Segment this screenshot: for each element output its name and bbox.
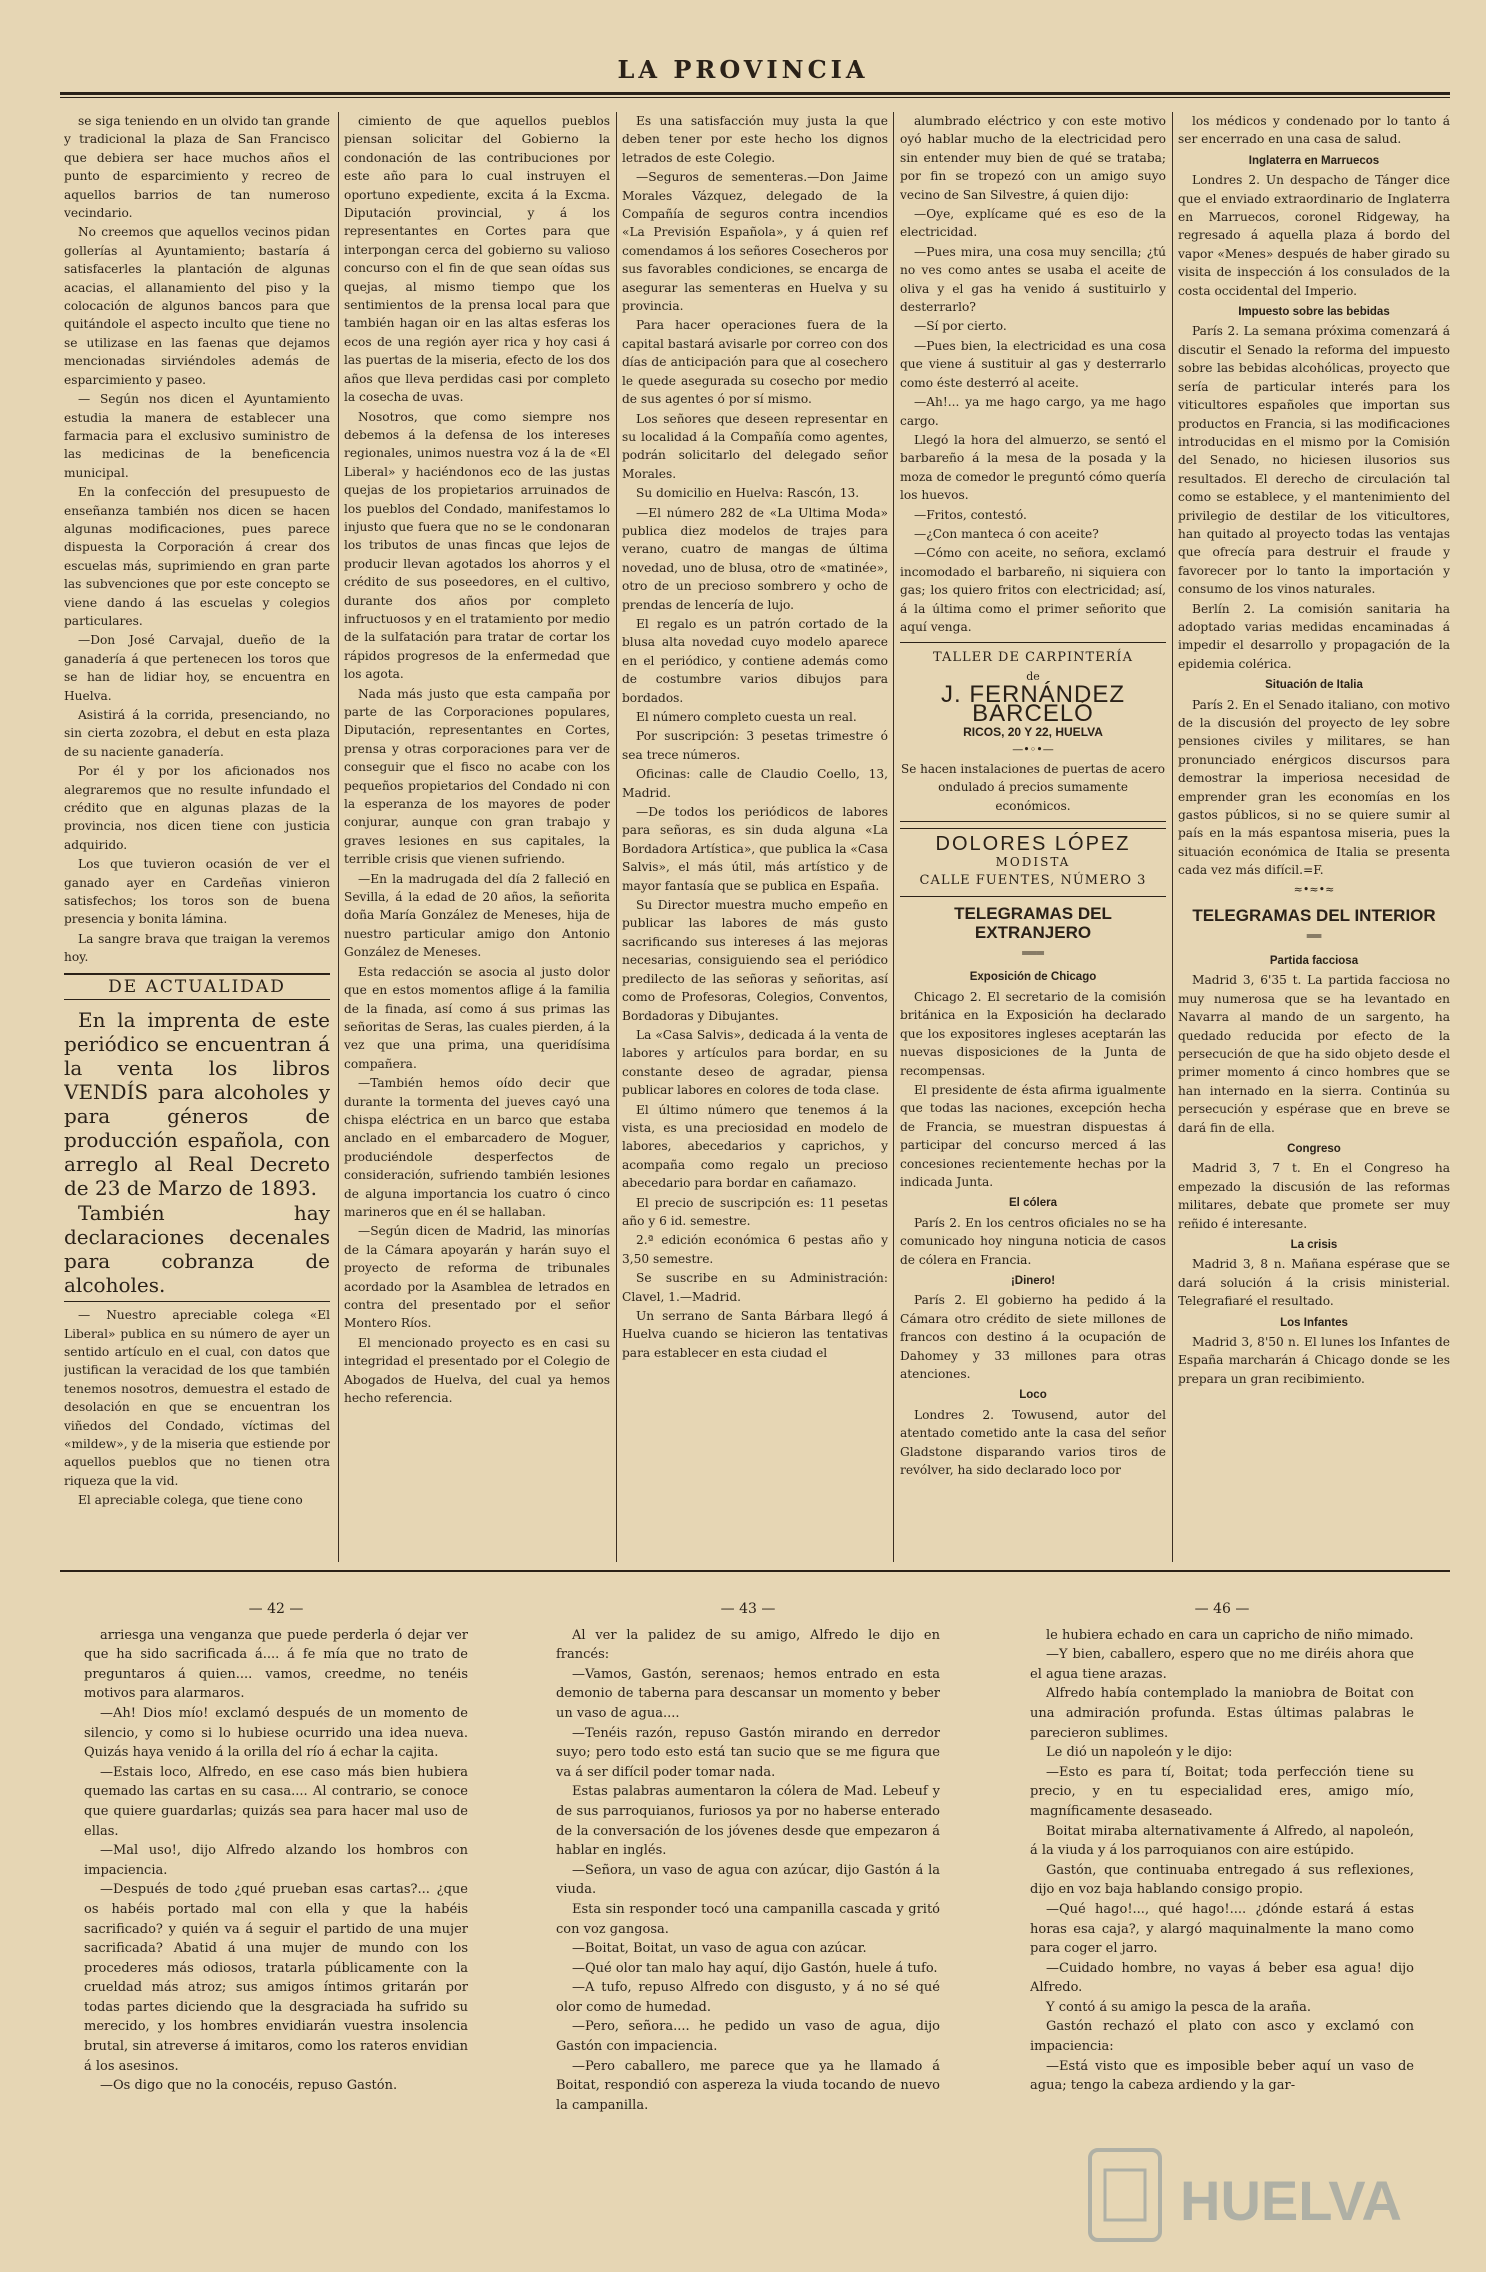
col5-h5: Congreso	[1287, 1142, 1341, 1155]
tele-ext-h3: ¡Dinero!	[1010, 1274, 1056, 1287]
folletin-2-paragraph: —Señora, un vaso de agua con azúcar, dijo Gastón á la viuda.	[556, 1862, 940, 1898]
folletin-3-paragraph: —Esto es para tí, Boitat; toda perfección tiene su precio, y en tu especialidad eres, amigo mío, magníficamente desaseado.	[1030, 1764, 1414, 1819]
col3-paragraph: Su Director muestra mucho empeño en publicar las labores de más gusto sacrificando sus intereses á las mejoras necesarias, consiguiendo sea el periódico predilecto de las señoras y señoritas, así como de Profesoras, Colegios, Conventos, Bordadoras y Dibujantes.	[622, 898, 888, 1023]
col2-paragraph: Nosotros, que como siempre nos debemos á la defensa de los intereses regionales, unimos nuestra voz á la de «El Liberal» y haciéndonos eco de las justas quejas de los propietarios arruinados de los pueblos del Condado, manifestamos lo injusto que fuera que no se le condonaran los tributos de unas fincas que lejos de producir llevan agotados los ahorros y el crédito de sus poseedores, en el cultivo, durante dos años por completo infructuosos y en el tratamiento por medio de la sulfatación para tratar de cortar los rápidos progresos de la enfermedad que los agota.	[344, 409, 610, 682]
column-2	[344, 112, 610, 1572]
col5-p3: Berlín 2. La comisión sanitaria ha adoptado varias medidas encaminadas á impedir el desarrollo y propagación de la epidemia colérica.	[1178, 601, 1450, 671]
tele-ext-h4: Loco	[1019, 1389, 1047, 1402]
ad2-line3: CALLE FUENTES, NÚMERO 3	[919, 872, 1147, 888]
col1-paragraph: En la confección del presupuesto de enseñanza también nos dicen se hacen algunas modificaciones, pues parece dispuesta la Corporación á crear dos escuelas más, suprimiendo en gran parte las subvenciones que por este concepto se viene dando á las escuelas y colegios particulares.	[64, 485, 330, 628]
ad2-line2: MODISTA	[995, 855, 1071, 870]
col3-paragraph: Un serrano de Santa Bárbara llegó á Huelva cuando se hicieron las tentativas para establecer en esta ciudad el	[622, 1309, 888, 1360]
col5-p5: Madrid 3, 6'35 t. La partida facciosa no muy numerosa que se ha levantado en Navarra al mando de un sargento, ha quedado reducida por efecto de la persecución de que ha sido objeto desde el primer momento á cinco hombres que se han internado en la sierra. Continúa su persecución y espérase que en breve se dará fin de ella.	[1178, 973, 1450, 1135]
tele-int-title: TELEGRAMAS DEL INTERIOR	[1192, 906, 1436, 926]
column-1	[64, 112, 330, 1572]
folletin-3-paragraph: —Y bien, caballero, espero que no me diréis ahora que el agua tiene arazas.	[1030, 1647, 1414, 1682]
col5-p8: Madrid 3, 8'50 n. El lunes los Infantes de España marcharán á Chicago donde se les prepara un gran recibimiento.	[1178, 1335, 1450, 1386]
actualidad-paragraph: También hay declaraciones decenales para cobranza de alcoholes.	[64, 1201, 330, 1298]
col1-paragraph: —Don José Carvajal, dueño de la ganadería á que pertenecen los toros que se han de lidiar hoy, se encuentra en Huelva.	[64, 633, 330, 703]
tele-ext-h1: Exposición de Chicago	[969, 971, 1097, 984]
huelva-watermark-logo	[1080, 2140, 1440, 2250]
actualidad-title: DE ACTUALIDAD	[64, 973, 330, 1000]
folletin-2-paragraph: Estas palabras aumentaron la cólera de Mad. Lebeuf y de sus parroquianos, furiosos ya por no haberse enterado de la conversación de los jóvenes desde que empezaron á hablar en inglés.	[556, 1784, 940, 1859]
col4-paragraph: —Sí por cierto.	[914, 319, 1007, 334]
col5-h6: La crisis	[1290, 1238, 1338, 1251]
col4-paragraph: —Ah!... ya me hago cargo, ya me hago cargo.	[900, 395, 1166, 428]
col4-paragraph: —Pues bien, la electricidad es una cosa que viene á sustituir al gas y desterrarlo como éste desterró al aceite.	[900, 338, 1166, 390]
masthead-rule-thin	[60, 97, 1450, 98]
col2-paragraph: cimiento de que aquellos pueblos piensan solicitar del Gobierno la condonación de las contribuciones por este año para lo cual instruyen el oportuno expediente, excita á la Excma. Diputación provincial, y á los representantes en Cortes para que interpongan cerca del gobierno su valioso concurso con el fin de que sean oídas sus quejas, al mismo tiempo que los sentimientos de la prensa local para que también hagan oir en las altas esferas los ecos de una región ayer rica y hoy casi á las puertas de la miseria, efecto de los dos años que lleva perdidas casi por completo la cosecha de uvas.	[344, 114, 610, 405]
col5-p1: Londres 2. Un despacho de Tánger dice que el enviado extraordinario de Inglaterra en Marruecos, coronel Ridgeway, ha regresado á aquella plaza á bordo del vapor «Menes» después de haber girado su visita de inspección á los consulados de la costa occidental del Imperio.	[1178, 173, 1450, 298]
folletin-3-paragraph: —Qué hago!..., qué hago!.... ¿dónde estará á estas horas esa caja?, y alargó maquinalmente la mano como para coger el jarro.	[1030, 1901, 1414, 1957]
col1-paragraph: Por él y por los aficionados nos alegraremos que no resulte infundado el crédito que en algunas plazas de la provincia, nos dicen tiene con justicia adquirido.	[64, 764, 330, 852]
folletin-1-paragraph: —Estais loco, Alfredo, en ese caso más bien hubiera quemado las cartas en su casa.... Al contrario, se conoce que quiere guardarlas; quizás sea para hacer mal uso de ellas.	[84, 1764, 468, 1839]
column-3	[622, 112, 888, 1572]
folletin-page-number-3: — 46 —	[1194, 1601, 1250, 1617]
folletin-3-paragraph: Gastón, que continuaba entregado á sus reflexiones, dijo en voz baja hablando consigo propio.	[1030, 1862, 1414, 1898]
masthead: LA PROVINCIA	[617, 55, 869, 84]
column-4	[900, 112, 1166, 1572]
col4-paragraph: —Oye, explícame qué es eso de la electricidad.	[900, 207, 1166, 240]
col1-paragraph: — Según nos dicen el Ayuntamiento estudia la manera de establecer una farmacia para el exclusivo suministro de las medicinas de la beneficencia municipal.	[64, 392, 330, 480]
col1b-paragraph: — Nuestro apreciable colega «El Liberal» publica en su número de ayer un sentido artículo en el cual, con datos que justifican la veracidad de los que también tenemos nosotros, demuestra el estado de desolación en que se encuentran los viñedos del Condado, víctimas del «mildew», y de la miseria que estiende por aquellos pueblos que no tienen otra riqueza que la vid.	[64, 1308, 330, 1488]
col5-p2: París 2. La semana próxima comenzará á discutir el Senado la reforma del impuesto sobre las bebidas alcohólicas, proyecto que sería de particular interés para los viticultores españoles que importan sus productos en Francia, si las modificaciones introducidas en el mismo por la Comisión del Senado, no hiciesen ilusorios sus resultados. El derecho de circulación tal como se establece, y el mantenimiento del privilegio de destilar de los viticultores, han quitado al proyecto todas las ventajas que ofrecía para destruir el fraude y favorecer por lo tanto la importación y consumo de los vinos naturales.	[1178, 324, 1450, 597]
folletin-2-paragraph: —Tenéis razón, repuso Gastón mirando en derredor suyo; pero todo esto está tan sucio que se me figura que va á ser difícil poder tomar nada.	[556, 1725, 940, 1780]
ad-modista	[900, 828, 1166, 897]
actualidad-box	[64, 1008, 330, 1297]
tele-ext-ornament: ═══	[1022, 946, 1044, 961]
folletin-3-paragraph: Alfredo había contemplado la maniobra de Boitat con una admiración profunda. Estas últimas palabras le parecieron sublimes.	[1030, 1686, 1414, 1741]
ad1-line2: de	[1026, 669, 1040, 683]
folletin-3-paragraph: Boitat miraba alternativamente á Alfredo, al napoleón, á la viuda y á los parroquianos con aire estúpido.	[1030, 1823, 1414, 1859]
col5-h3: Situación de Italia	[1265, 679, 1363, 692]
folletin-1-paragraph: —Mal uso!, dijo Alfredo alzando los hombros con impaciencia.	[84, 1843, 468, 1878]
col3-paragraph: Oficinas: calle de Claudio Coello, 13, Madrid.	[622, 767, 888, 800]
tele-ext-title: TELEGRAMAS DEL EXTRANJERO	[954, 904, 1112, 942]
folletin-1-paragraph: —Después de todo ¿qué prueban esas cartas?... ¿que os habéis portado mal con ella y que la habéis sacrificado? y quién va á seguir el partido de una mujer sacrificada? Abatid á una mujer de mundo con los procederes más odiosos, tratarla públicamente con la crueldad más atroz; sus amigos íntimos gritarán por todas partes diciendo que la desgraciada ha sufrido su merecido, y los hombres envidiarán vuestra insolencia brutal, sin atreverse á imitaros, como los rateros envidian á los asesinos.	[84, 1882, 468, 2074]
tele-ext-p2: El presidente de ésta afirma igualmente que todas las naciones, excepción hecha de Francia, se muestran dispuestas á participar del concurso merced á las concesiones recientemente hechas por la indicada Junta.	[900, 1082, 1166, 1189]
col3-paragraph: Los señores que deseen representar en su localidad á la Compañía como agentes, podrán solicitarlo del delegado señor Morales.	[622, 411, 888, 481]
folletin-page-42	[84, 1600, 468, 2250]
ad1-line1: TALLER DE CARPINTERÍA	[933, 650, 1133, 666]
folletin-divider	[60, 1570, 1450, 1572]
col3-paragraph: Su domicilio en Huelva: Rascón, 13.	[636, 486, 860, 501]
col4-paragraph: Llegó la hora del almuerzo, se sentó el barbareño á la mesa de la posada y la moza de comedor le preguntó cómo quería los huevos.	[900, 432, 1166, 503]
actualidad-paragraph: En la imprenta de este periódico se encuentran á la venta los libros VENDÍS para alcoholes y para géneros de producción española, con arreglo al Real Decreto de 23 de Marzo de 1893.	[64, 1008, 330, 1201]
ad1-line4: RICOS, 20 Y 22, HUELVA	[963, 725, 1103, 739]
folletin-2-paragraph: —Qué olor tan malo hay aquí, dijo Gastón, huele á tufo.	[572, 1960, 938, 1976]
col3-paragraph: Por suscripción: 3 pesetas trimestre ó sea trece números.	[622, 729, 888, 762]
ad1-line5: Se hacen instalaciones de puertas de acero ondulado á precios sumamente económicos.	[901, 761, 1165, 813]
folletin-3-paragraph: le hubiera echado en cara un capricho de niño mimado.	[1046, 1627, 1414, 1643]
col5-p0: los médicos y condenado por lo tanto á ser encerrado en una casa de salud.	[1178, 114, 1450, 147]
folletin-1-paragraph: arriesga una venganza que puede perderla ó dejar ver que ha sido sacrificada á.... á fe mía que no trato de preguntaros á quien.... vamos, creedme, no tenéis motivos para alarmaros.	[84, 1627, 468, 1702]
folletin-page-number-2: — 43 —	[720, 1601, 776, 1617]
col5-ornament: ≈•≈•≈	[1293, 882, 1335, 896]
news-columns	[64, 112, 1452, 1572]
col3-paragraph: —Seguros de sementeras.—Don Jaime Morales Vázquez, delegado de la Compañía de seguros contra incendios «La Previsión Española», y á quien ref comendamos á los señores Cosecheros por sus favorables condiciones, se encarga de asegurar las sementeras en Huelva y su provincia.	[622, 170, 888, 314]
col3-paragraph: Se suscribe en su Administración: Clavel, 1.—Madrid.	[622, 1271, 888, 1304]
col1-paragraph: Asistirá á la corrida, presenciando, no sin cierta zozobra, el debut en esta plaza de su naciente ganadería.	[64, 708, 330, 759]
tele-int-ornament: ══	[1306, 929, 1322, 944]
ad1-line3: J. FERNÁNDEZ BARCELÓ	[940, 681, 1125, 727]
tele-ext-p4: París 2. El gobierno ha pedido á la Cámara otro crédito de siete millones de francos con destino á la ocupación de Dahomey y 33 millones para otras atenciones.	[900, 1293, 1166, 1381]
col3-paragraph: —El número 282 de «La Ultima Moda» publica diez modelos de trajes para verano, cuatro de mangas de última novedad, uno de blusa, otro de «matinée», otro de un precioso sombrero y ocho de prendas de lencería de lujo.	[622, 505, 888, 612]
folletin-2-paragraph: Al ver la palidez de su amigo, Alfredo le dijo en francés:	[556, 1627, 940, 1663]
logo-text: HUELVA	[1180, 2169, 1402, 2232]
folletin-1-paragraph: —Os digo que no la conocéis, repuso Gastón.	[100, 2078, 398, 2094]
col1-paragraph: No creemos que aquellos vecinos pidan gollerías al Ayuntamiento; bastaría á satisfacerles la plantación de algunas acacias, el allanamiento del piso y la colocación de algunos bancos para que quitándole el aspecto inculto que tiene no se utilizase en las faenas que dejamos mencionadas sirviéndoles además de esparcimiento y paseo.	[64, 225, 330, 387]
ad-carpinteria	[900, 642, 1166, 822]
folletin-2-paragraph: —Pero caballero, me parece que ya he llamado á Boitat, respondió con aspereza la viuda tocando de nuevo la campanilla.	[556, 2058, 940, 2113]
tele-ext-p1: Chicago 2. El secretario de la comisión británica en la Exposición ha declarado que los expositores ingleses aceptarán las nuevas disposiciones de la Junta de recompensas.	[900, 989, 1166, 1078]
col3-paragraph: —De todos los periódicos de labores para señoras, es sin duda alguna «La Bordadora Artística», que publica la «Casa Salvis», el más útil, más artístico y de mayor fantasía que se publica en España.	[622, 805, 888, 893]
col2-paragraph: El mencionado proyecto es en casi su integridad el presentado por el Colegio de Abogados de Huelva, del cual ya hemos hecho referencia.	[344, 1335, 610, 1406]
col2-paragraph: Nada más justo que esta campaña por parte de las Corporaciones populares, Diputación, representantes en Cortes, prensa y otras corporaciones para ver de conseguir que el fisco no acabe con los pequeños propietarios del Condado ni con la esperanza de los mayores de poder conjurar, aunque con gran trabajo y graves lesiones en sus capitales, la terrible crisis que vienen sufriendo.	[344, 686, 610, 867]
col5-h7: Los Infantes	[1280, 1316, 1348, 1329]
folletin-page-number-1: — 42 —	[248, 1601, 304, 1617]
col1b-paragraph: El apreciable colega, que tiene cono	[78, 1493, 303, 1508]
folletin-2-paragraph: —Boitat, Boitat, un vaso de agua con azúcar.	[572, 1941, 867, 1957]
col4-paragraph: alumbrado eléctrico y con este motivo oyó hablar mucho de la electricidad pero sin entender muy bien de qué se trataba; por fin se tropezó con un amigo suyo vecino de San Silvestre, á quien dijo:	[900, 114, 1166, 202]
col3-paragraph: La «Casa Salvis», dedicada á la venta de labores y artículos para bordar, en su constante deseo de agradar, piensa publicar labores en colores de toda clase.	[622, 1027, 888, 1098]
masthead-rule	[60, 92, 1450, 95]
col5-h2: Impuesto sobre las bebidas	[1238, 306, 1390, 319]
col5-p6: Madrid 3, 7 t. En el Congreso ha empezado la discusión de las reformas militares, debate que promete ser muy reñido é interesante.	[1178, 1161, 1450, 1231]
col3-paragraph: El número completo cuesta un real.	[636, 710, 857, 724]
col2-paragraph: —En la madrugada del día 2 falleció en Sevilla, á la edad de 20 años, la señorita doña María González de Meneses, hija de nuestro particular amigo don Antonio González de Meneses.	[344, 871, 610, 960]
col4-paragraph: —Pues mira, una cosa muy sencilla; ¿tú no ves como antes se usaba el aceite de oliva y el gas ha venido á sustituirlo y desterrarlo?	[900, 244, 1166, 315]
folletin-1-paragraph: —Ah! Dios mío! exclamó después de un momento de silencio, y como si lo hubiese ocurrido una idea nueva. Quizás haya venido á la orilla del río á echar la cajita.	[84, 1705, 468, 1761]
folletin-3-paragraph: —Cuidado hombre, no vayas á beber esa agua! dijo Alfredo.	[1030, 1960, 1414, 1996]
col4-paragraph: —Fritos, contestó.	[914, 507, 1027, 522]
tele-ext-h2: El cólera	[1009, 1197, 1057, 1210]
col4-paragraph: —Cómo con aceite, no señora, exclamó incomodado el barbareño, ni siquiera con gas; los quiero fritos con electricidad; así, á la última como el primer señorito que aquí venga.	[900, 546, 1166, 634]
col3-paragraph: El precio de suscripción es: 11 pesetas año y 6 id. semestre.	[622, 1195, 888, 1228]
col1-paragraph: Los que tuvieron ocasión de ver el ganado ayer en Cardeñas vinieron satisfechos; los toros son de buena presencia y bonita lámina.	[64, 857, 330, 927]
col2-paragraph: —También hemos oído decir que durante la tormenta del jueves cayó una chispa eléctrica en un barco que estaba anclado en el embarcadero de Moguer, produciéndole desperfectos de consideración, sufriendo también lesiones de alguna importancia los cuatro ó cinco marineros que en él se hallaban.	[344, 1076, 610, 1219]
folletin-page-43	[556, 1600, 940, 2250]
col2-paragraph: Esta redacción se asocia al justo dolor que en estos momentos aflige á la familia de la finada, así como á sus primas las señoritas de Seras, las cuales pierden, á la vez que una prima, una queridísima compañera.	[344, 964, 610, 1071]
col1-paragraph: se siga teniendo en un olvido tan grande y tradicional la plaza de San Francisco que debiera ser hace muchos años el punto de esparcimiento y recreo de aquellos barrios de tan numeroso vecindario.	[64, 114, 330, 221]
col4-paragraph: —¿Con manteca ó con aceite?	[914, 526, 1099, 541]
col3-paragraph: El último número que tenemos á la vista, es una preciosidad en modelo de labores, abecedarios y caprichos, y acompaña como regalo un precioso abecedario para bordar en cañamazo.	[622, 1102, 888, 1191]
col3-paragraph: Es una satisfacción muy justa la que deben tener por este hecho los dignos letrados de este Colegio.	[622, 114, 888, 165]
col3-paragraph: El regalo es un patrón cortado de la blusa alta novedad cuyo modelo aparece en el periódico, y contiene además como de costumbre varios dibujos para bordados.	[622, 616, 888, 705]
folletin-2-paragraph: —Vamos, Gastón, serenaos; hemos entrado en esta demonio de taberna para descansar un momento y beber un vaso de agua....	[556, 1666, 940, 1721]
col3-paragraph: Para hacer operaciones fuera de la capital bastará avisarle por correo con dos días de anticipación para que al cosechero le quede asegurada su cosecho por medio de sus agentes ó por sí mismo.	[622, 318, 888, 407]
tele-ext-p5: Londres 2. Towusend, autor del atentado cometido ante la casa del señor Gladstone disparando varios tiros de revólver, ha sido declarado loco por	[900, 1407, 1166, 1478]
folletin-3-paragraph: Gastón rechazó el plato con asco y exclamó con impaciencia:	[1030, 2019, 1414, 2055]
col5-p4: París 2. En el Senado italiano, con motivo de la discusión del proyecto de ley sobre pensiones civiles y militares, se han pronunciado enérgicos discursos para demostrar la imperiosa necesidad de emprender gran les economías en los gastos públicos, si no se quiere sumir al país en la más espantosa miseria, pues la situación económica de Italia se presenta cada vez más difícil.=F.	[1178, 697, 1450, 878]
col3-paragraph: 2.ª edición económica 6 pestas año y 3,50 semestre.	[622, 1233, 888, 1266]
ad2-line1: DOLORES LÓPEZ	[935, 833, 1131, 856]
folletin-2-paragraph: Esta sin responder tocó una campanilla cascada y gritó con voz gangosa.	[556, 1901, 940, 1937]
folletin-2-paragraph: —A tufo, repuso Alfredo con disgusto, y á no sé qué olor como de humedad.	[556, 1980, 940, 2015]
col5-p7: Madrid 3, 8 n. Mañana espérase que se dará solución á la crisis ministerial. Telegrafiaré el resultado.	[1178, 1257, 1450, 1309]
col5-h4: Partida facciosa	[1269, 954, 1359, 967]
column-5	[1178, 112, 1450, 1572]
col5-h1: Inglaterra en Marruecos	[1248, 154, 1380, 167]
folletin-2-paragraph: —Pero, señora.... he pedido un vaso de agua, dijo Gastón con impaciencia.	[556, 2019, 940, 2055]
ad1-ornament: —•◦•—	[1012, 743, 1054, 757]
col2-paragraph: —Según dicen de Madrid, las minorías de la Cámara apoyarán y harán suyo el proyecto de reforma de tribunales acordado por la Asamblea de letrados en contra del presentado por el señor Montero Ríos.	[344, 1224, 610, 1331]
folletin-3-paragraph: —Está visto que es imposible beber aquí un vaso de agua; tengo la cabeza ardiendo y la gar-	[1030, 2058, 1414, 2094]
col1-paragraph: La sangre brava que traigan la veremos hoy.	[64, 931, 330, 965]
tele-ext-p3: París 2. En los centros oficiales no se ha comunicado hoy ninguna noticia de casos de cólera en Francia.	[900, 1215, 1166, 1267]
folletin-3-paragraph: Le dió un napoleón y le dijo:	[1046, 1745, 1233, 1761]
folletin-3-paragraph: Y contó á su amigo la pesca de la araña.	[1046, 1999, 1312, 2015]
